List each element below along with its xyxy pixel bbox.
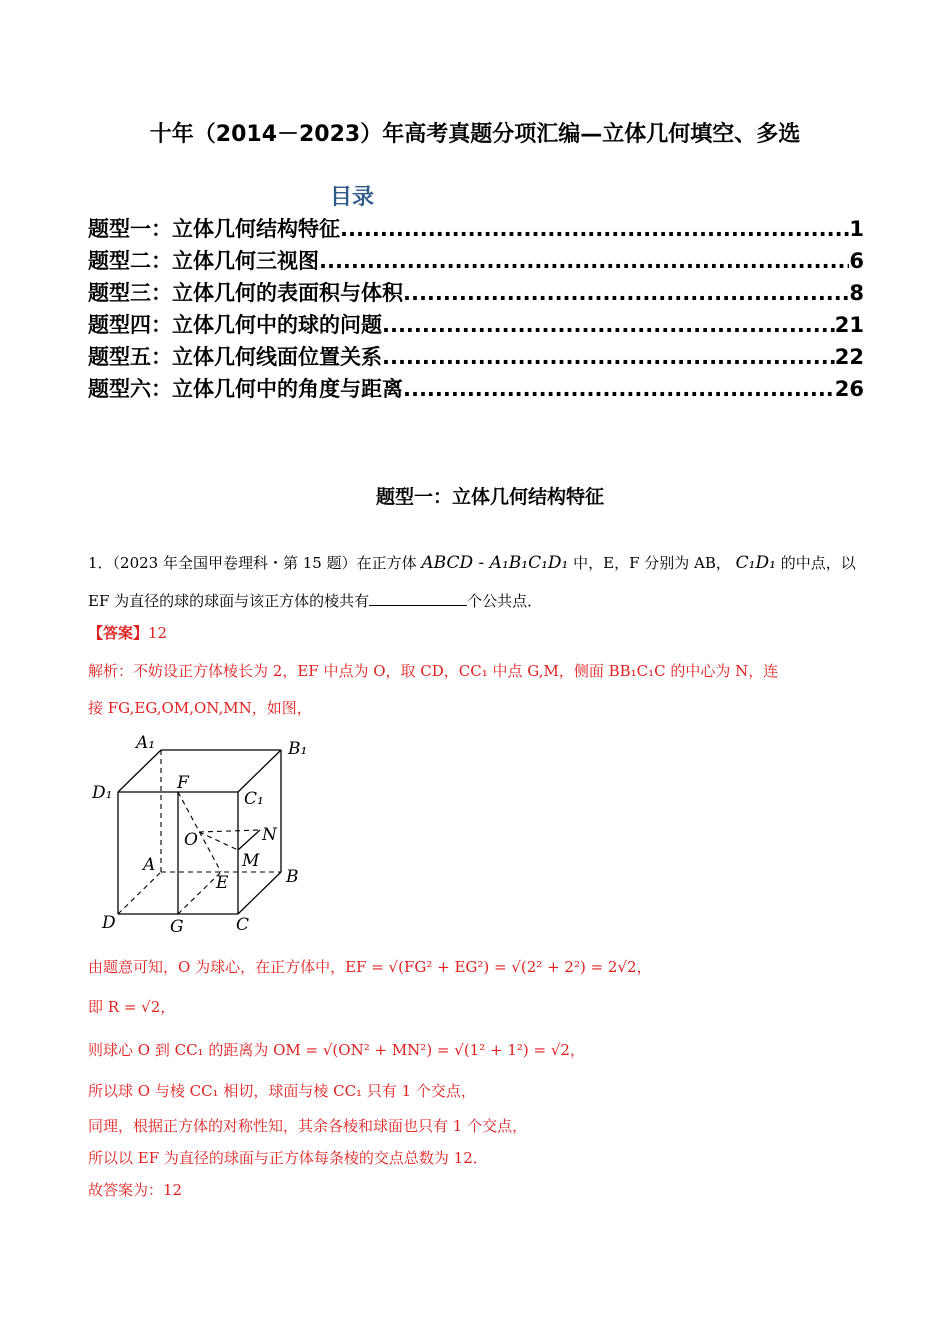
solution-step-2: 即 R = √2， [88, 998, 176, 1016]
toc-item-label: 题型五：立体几何线面位置关系 [88, 345, 382, 369]
toc-item[interactable] [88, 341, 864, 373]
toc-item-page: 1 [849, 217, 864, 241]
segment-ge-hidden [178, 872, 221, 914]
answer-tag: 【答案】 [88, 624, 149, 642]
label-f: F [177, 773, 189, 793]
toc-item[interactable] [88, 277, 864, 309]
toc-item[interactable] [88, 309, 864, 341]
problem-math: ABCD - A₁B₁C₁D₁ [421, 553, 569, 573]
solution-step-5: 同理，根据正方体的对称性知，其余各棱和球面也只有 1 个交点， [88, 1117, 528, 1135]
toc-item[interactable] [88, 245, 864, 277]
toc-item-label: 题型六：立体几何中的角度与距离 [88, 377, 403, 401]
problem-text: 1．（2023 年全国甲卷理科・第 15 题）在正方体 [88, 554, 417, 572]
label-a: A [143, 855, 156, 875]
edge-cb [238, 872, 281, 914]
toc-item-page: 6 [849, 249, 864, 273]
segment-mn [238, 830, 260, 850]
toc-item-page: 21 [834, 313, 864, 337]
solution-step-7: 故答案为：12 [88, 1181, 183, 1199]
solution-step-3: 则球心 O 到 CC₁ 的距离为 OM = √(ON² + MN²) = √(1² + 1²) = √2， [88, 1041, 585, 1059]
toc-leader [403, 377, 835, 401]
cube-figure [88, 730, 328, 944]
toc-item[interactable] [88, 373, 864, 405]
toc-item-label: 题型一：立体几何结构特征 [88, 217, 340, 241]
label-e: E [216, 873, 229, 893]
label-o: O [184, 830, 198, 850]
toc-leader [340, 217, 849, 241]
problem-line-2 [88, 590, 542, 611]
label-b: B [286, 867, 299, 887]
answer-value: 12 [148, 624, 168, 642]
problem-text: 中，E，F 分别为 AB， [573, 554, 731, 572]
toc-item[interactable] [88, 213, 864, 245]
problem-text: 的中点，以 [780, 554, 856, 572]
answer-line [88, 622, 167, 643]
analysis-line-1: 解析：不妨设正方体棱长为 2，EF 中点为 O，取 CD，CC₁ 中点 G,M，侧面 BB₁C₁C 的中心为 N，连 [88, 662, 779, 680]
analysis-line-2: 接 FG,EG,OM,ON,MN，如图， [88, 699, 312, 717]
problem-text: 个公共点． [467, 592, 543, 610]
answer-blank [369, 591, 467, 606]
toc-leader [382, 313, 835, 337]
toc-heading: 目录 [330, 185, 375, 210]
section-title: 题型一：立体几何结构特征 [375, 486, 604, 508]
problem-line-1 [88, 552, 856, 573]
label-d1: D₁ [92, 783, 113, 803]
toc-item-label: 题型三：立体几何的表面积与体积 [88, 281, 403, 305]
problem-math: C₁D₁ [735, 553, 776, 573]
toc-item-label: 题型四：立体几何中的球的问题 [88, 313, 382, 337]
label-b1: B₁ [288, 739, 308, 759]
label-d: D [102, 913, 116, 933]
toc-item-page: 26 [834, 377, 864, 401]
document-title: 十年（2014－2023）年高考真题分项汇编—立体几何填空、多选 [149, 122, 801, 147]
toc-leader [319, 249, 849, 273]
toc-item-page: 22 [834, 345, 864, 369]
edge-d1a1 [118, 750, 161, 792]
segment-on-hidden [199, 830, 260, 832]
solution-step-1: 由题意可知，O 为球心，在正方体中，EF = √(FG² + EG²) = √(2² + 2²) = 2√2， [88, 958, 652, 976]
edge-c1b1 [238, 750, 281, 792]
toc-item-label: 题型二：立体几何三视图 [88, 249, 319, 273]
label-g: G [170, 917, 184, 937]
cube-diagram [88, 730, 328, 940]
problem-text: EF 为直径的球的球面与该正方体的棱共有 [88, 592, 370, 610]
toc-leader [403, 281, 849, 305]
solution-step-4: 所以球 O 与棱 CC₁ 相切，球面与棱 CC₁ 只有 1 个交点， [88, 1082, 476, 1100]
edge-da-hidden [118, 872, 161, 914]
toc-item-page: 8 [849, 281, 864, 305]
table-of-contents [88, 213, 864, 405]
label-m: M [242, 851, 260, 871]
toc-leader [382, 345, 835, 369]
label-c: C [236, 915, 250, 935]
label-a1: A₁ [136, 733, 156, 753]
label-n: N [262, 825, 277, 845]
label-c1: C₁ [244, 789, 264, 809]
solution-step-6: 所以以 EF 为直径的球面与正方体每条棱的交点总数为 12． [88, 1149, 488, 1167]
